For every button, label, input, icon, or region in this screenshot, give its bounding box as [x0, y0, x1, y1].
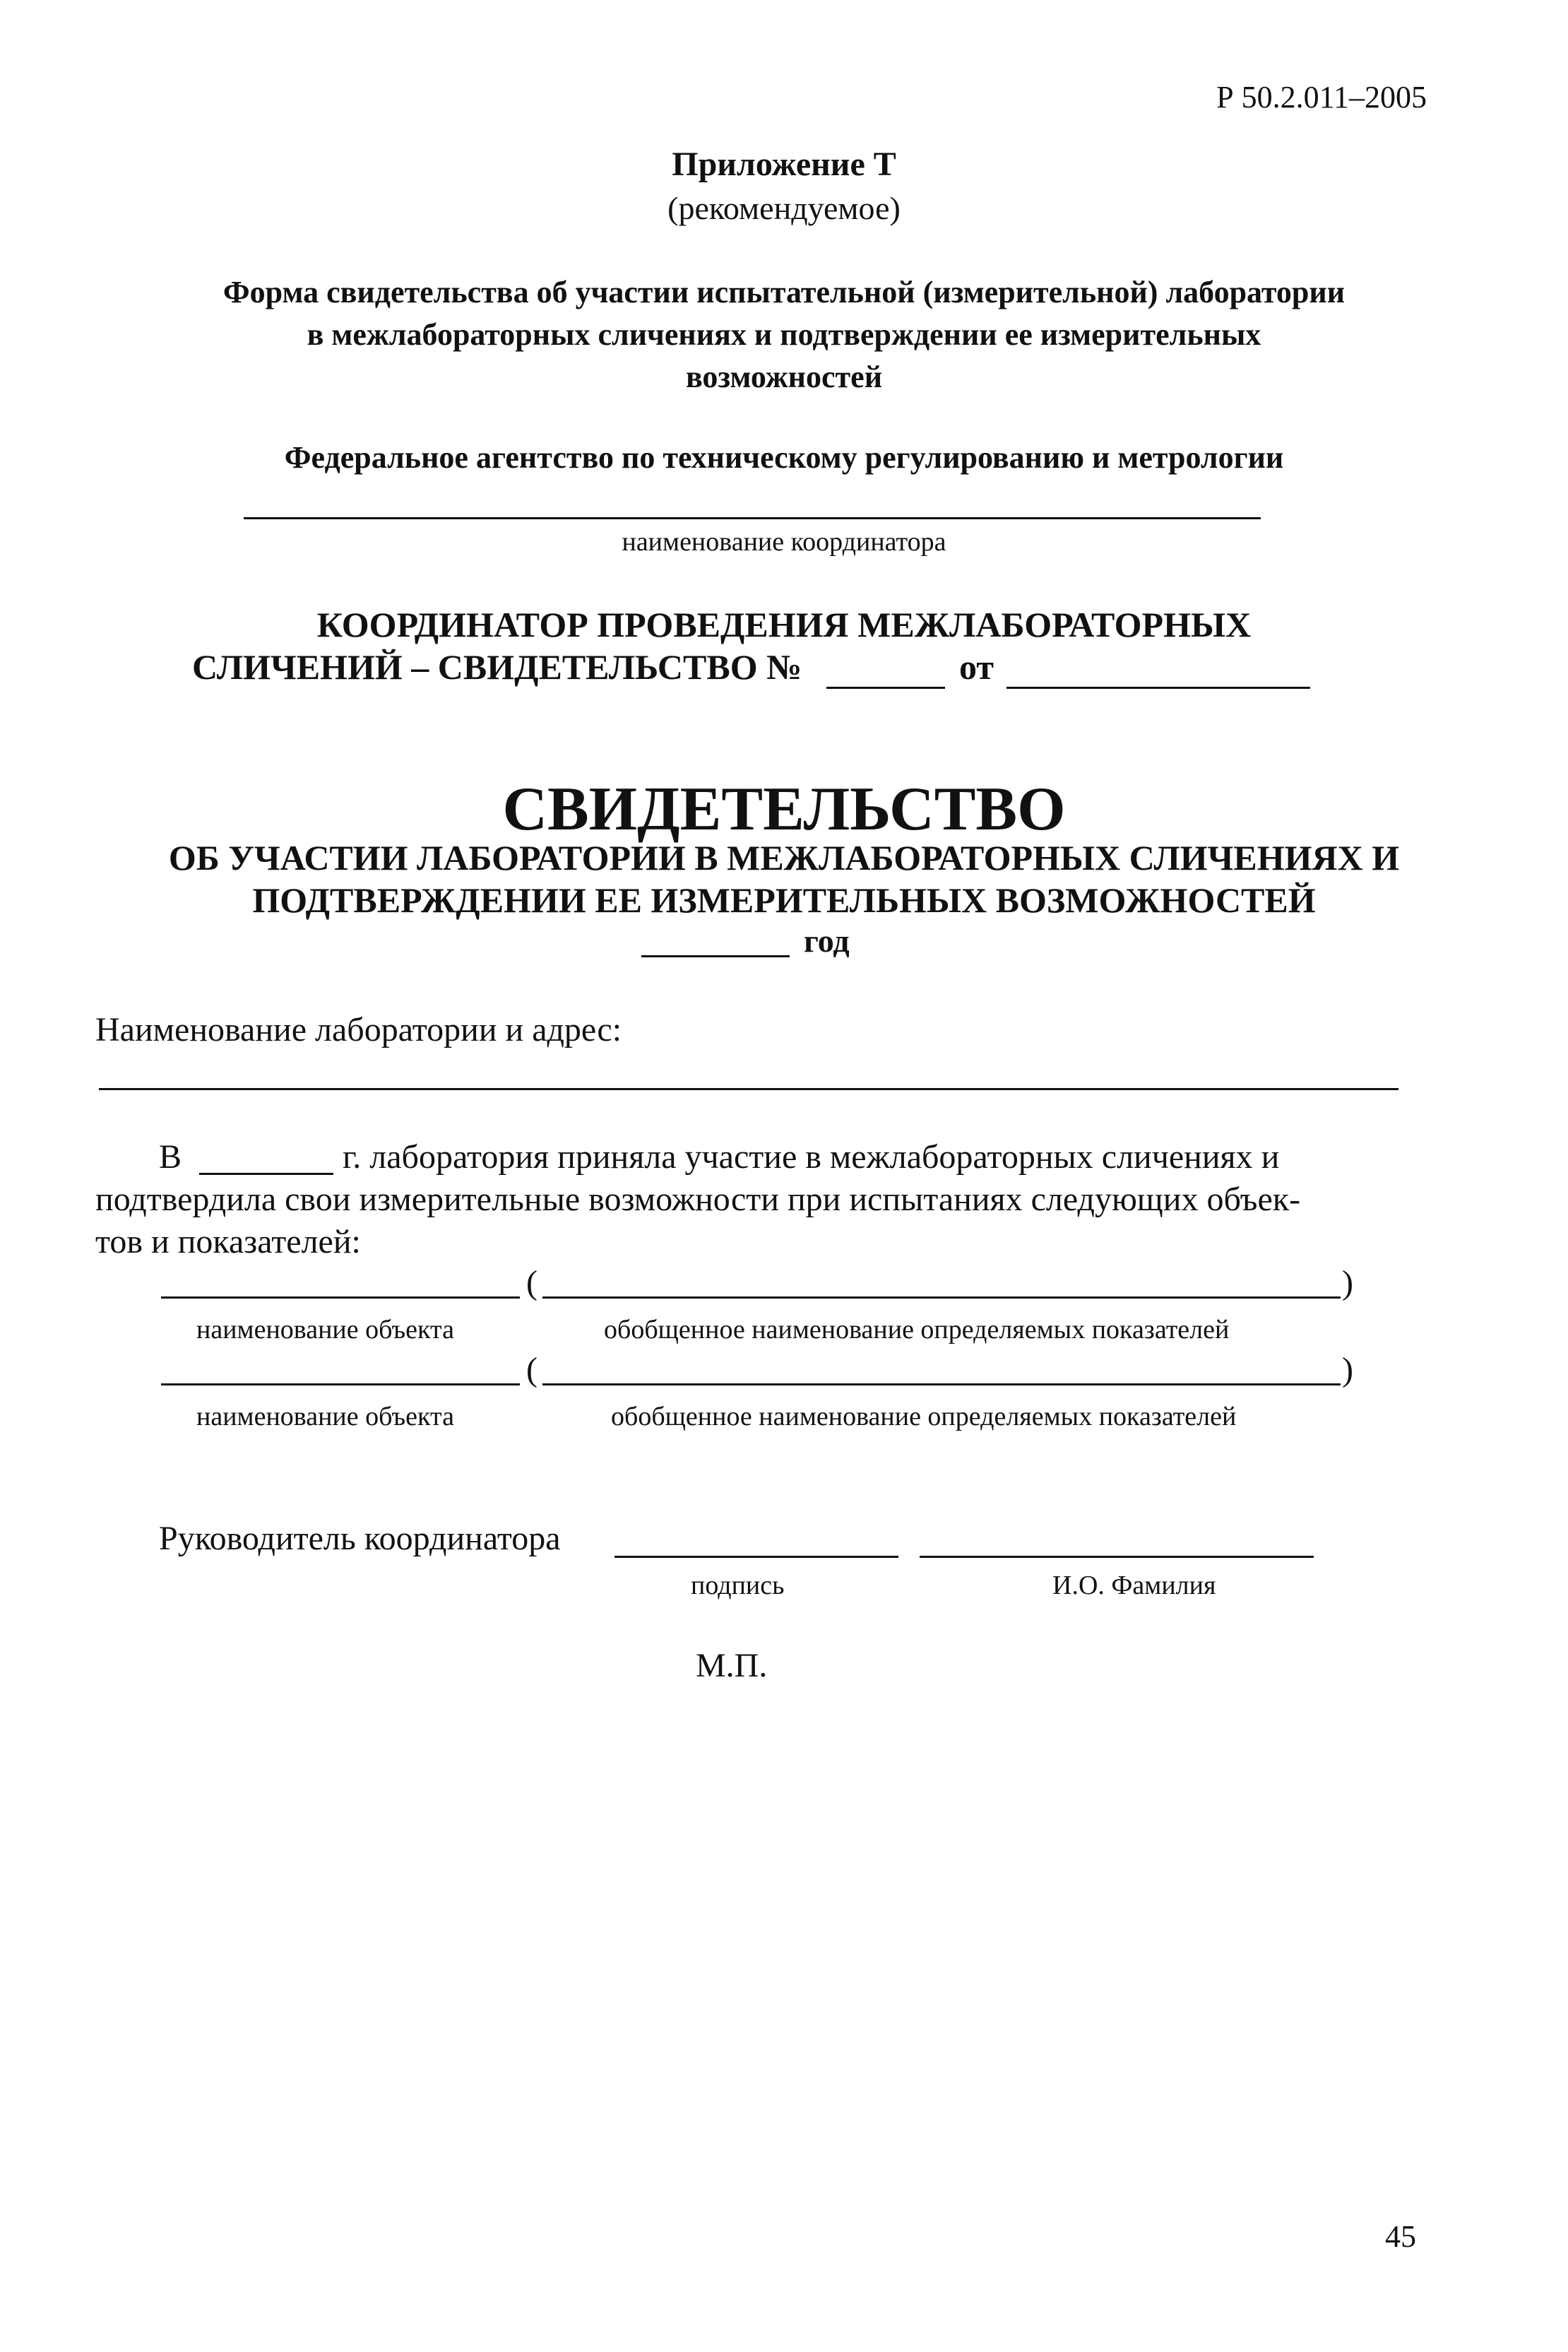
certificate-subtitle-line2: ПОДТВЕРЖДЕНИИ ЕЕ ИЗМЕРИТЕЛЬНЫХ ВОЗМОЖНОСТЕЙ	[252, 880, 1316, 920]
coordinator-name-line	[244, 517, 1261, 519]
coordinator-heading: КООРДИНАТОР ПРОВЕДЕНИЯ МЕЖЛАБОРАТОРНЫХ	[316, 605, 1252, 644]
year-label: год	[804, 923, 850, 959]
object-caption-1: наименование объекта	[196, 1315, 454, 1345]
indicators-caption-2: обобщенное наименование определяемых показателей	[611, 1402, 1237, 1431]
year-line	[641, 955, 790, 957]
agency-name: Федеральное агентство по техническому регулированию и метрологии	[284, 440, 1284, 475]
signature-label: Руководитель координатора	[159, 1520, 561, 1557]
participation-year-line	[199, 1173, 333, 1175]
coordinator-caption: наименование координатора	[622, 527, 946, 557]
certificate-number-label: СЛИЧЕНИЙ – СВИДЕТЕЛЬСТВО №	[192, 647, 802, 687]
full-name-caption: И.О. Фамилия	[1052, 1571, 1216, 1600]
indicators-line-2	[542, 1383, 1341, 1385]
annex-status: (рекомендуемое)	[667, 190, 901, 226]
document-code: Р 50.2.011–2005	[1216, 80, 1427, 114]
indicators-caption-1: обобщенное наименование определяемых показателей	[604, 1315, 1230, 1345]
statement-line1: г. лаборатория приняла участие в межлабораторных сличениях и	[343, 1138, 1280, 1176]
indicators-line-1	[542, 1296, 1341, 1299]
statement-line3: тов и показателей:	[95, 1223, 361, 1260]
certificate-title: СВИДЕТЕЛЬСТВО	[502, 775, 1066, 844]
annex-title: Приложение Т	[672, 146, 896, 183]
certificate-date-line	[1006, 687, 1310, 689]
object-name-line-2	[161, 1383, 520, 1385]
open-paren-2: (	[526, 1351, 537, 1388]
open-paren-1: (	[526, 1264, 537, 1301]
statement-line2: подтвердила свои измерительные возможности при испытаниях следующих объек-	[95, 1181, 1301, 1218]
close-paren-1: )	[1342, 1264, 1353, 1301]
statement-prefix: В	[159, 1138, 182, 1176]
lab-name-label: Наименование лаборатории и адрес:	[95, 1011, 622, 1048]
object-caption-2: наименование объекта	[196, 1402, 454, 1431]
page-number: 45	[1385, 2219, 1416, 2254]
stamp-place-label: М.П.	[696, 1647, 768, 1684]
object-name-line-1	[161, 1296, 520, 1299]
certificate-number-line	[826, 687, 945, 689]
form-title-line3: возможностей	[685, 360, 883, 394]
signature-line	[614, 1556, 898, 1558]
close-paren-2: )	[1342, 1351, 1353, 1388]
certificate-date-label: от	[959, 647, 994, 687]
lab-name-line	[99, 1088, 1398, 1090]
form-title-line1: Форма свидетельства об участии испытательной (измерительной) лаборатории	[222, 275, 1346, 309]
signature-caption: подпись	[691, 1571, 785, 1600]
full-name-line	[920, 1556, 1314, 1558]
form-title-line2: в межлабораторных сличениях и подтверждении ее измерительных	[307, 317, 1261, 352]
certificate-subtitle-line1: ОБ УЧАСТИИ ЛАБОРАТОРИИ В МЕЖЛАБОРАТОРНЫХ СЛИЧЕНИЯХ И	[168, 838, 1400, 877]
